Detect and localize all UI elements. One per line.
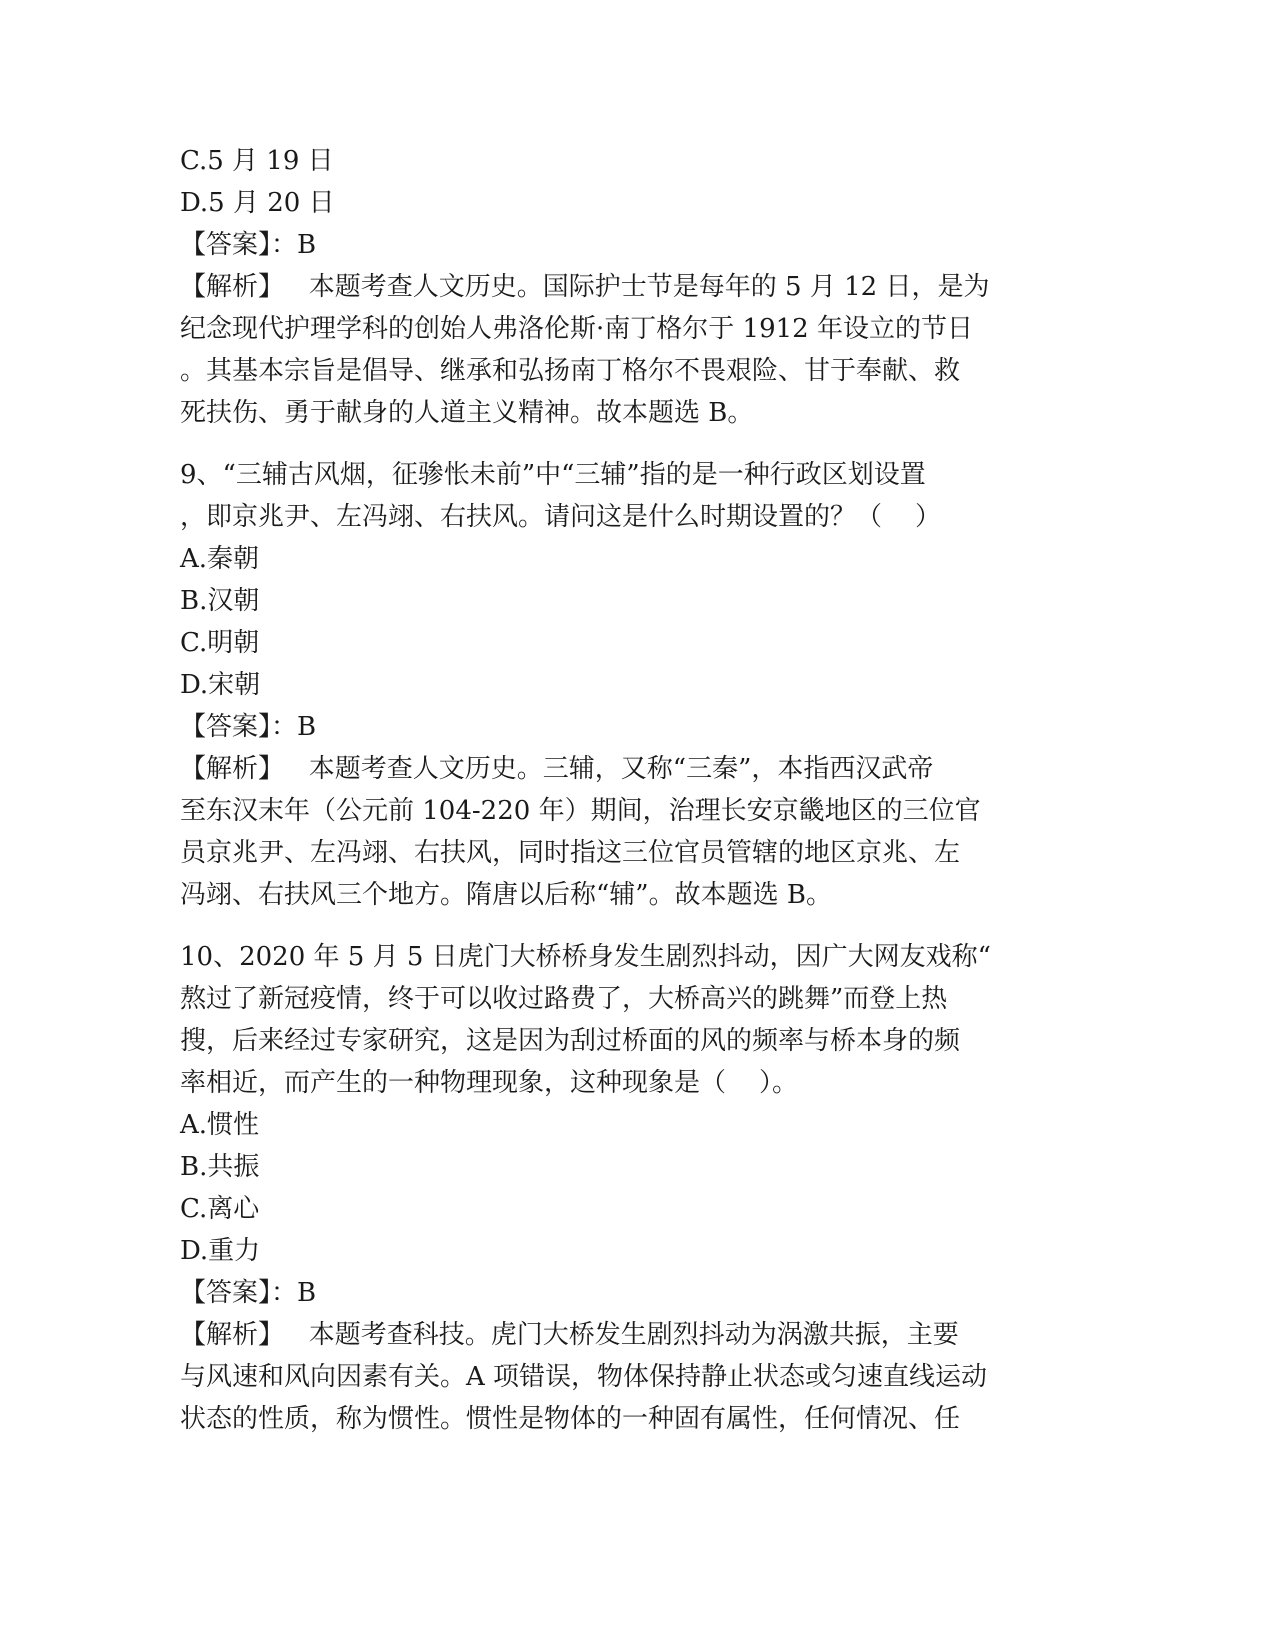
question-stem: 9、“三辅古风烟，征骖怅未前”中“三辅”指的是一种行政区划设置	[180, 460, 926, 490]
analysis-line: 至东汉末年（公元前 104-220 年）期间，治理长安京畿地区的三位官	[180, 796, 981, 826]
option-d: D.5 月 20 日	[180, 188, 335, 218]
analysis-line: 与风速和风向因素有关。A 项错误，物体保持静止状态或匀速直线运动	[180, 1362, 988, 1392]
option-d: D.宋朝	[180, 670, 261, 700]
document-page	[180, 140, 1040, 1440]
question-stem: 率相近，而产生的一种物理现象，这种现象是（ ）。	[180, 1068, 799, 1098]
option-b: B.共振	[180, 1152, 260, 1182]
analysis-line: 员京兆尹、左冯翊、右扶风，同时指这三位官员管辖的地区京兆、左	[180, 838, 961, 868]
option-c: C.明朝	[180, 628, 260, 658]
analysis-line: 冯翊、右扶风三个地方。隋唐以后称“辅”。故本题选 B。	[180, 880, 832, 910]
option-a: A.秦朝	[180, 544, 260, 574]
question-9	[180, 454, 1040, 916]
analysis-line: 。其基本宗旨是倡导、继承和弘扬南丁格尔不畏艰险、甘于奉献、救	[180, 356, 961, 386]
analysis-line: 【解析】 本题考查人文历史。三辅，又称“三秦”，本指西汉武帝	[180, 754, 934, 784]
option-c: C.5 月 19 日	[180, 146, 334, 176]
spacer	[180, 916, 1040, 936]
question-stem: 搜，后来经过专家研究，这是因为刮过桥面的风的频率与桥本身的频	[180, 1026, 961, 1056]
option-a: A.惯性	[180, 1110, 260, 1140]
answer-line: 【答案】：B	[180, 712, 317, 742]
answer-line: 【答案】：B	[180, 230, 317, 260]
option-c: C.离心	[180, 1194, 260, 1224]
question-10	[180, 936, 1040, 1440]
analysis-line: 状态的性质，称为惯性。惯性是物体的一种固有属性，任何情况、任	[180, 1404, 961, 1434]
analysis-line: 死扶伤、勇于献身的人道主义精神。故本题选 B。	[180, 398, 754, 428]
answer-line: 【答案】：B	[180, 1278, 317, 1308]
question-8-tail	[180, 140, 1040, 434]
question-stem: ，即京兆尹、左冯翊、右扶风。请问这是什么时期设置的？（ ）	[180, 502, 942, 532]
analysis-line: 【解析】 本题考查人文历史。国际护士节是每年的 5 月 12 日，是为	[180, 272, 990, 302]
option-d: D.重力	[180, 1236, 261, 1266]
analysis-line: 纪念现代护理学科的创始人弗洛伦斯·南丁格尔于 1912 年设立的节日	[180, 314, 973, 344]
question-stem: 熬过了新冠疫情，终于可以收过路费了，大桥高兴的跳舞”而登上热	[180, 984, 948, 1014]
analysis-line: 【解析】 本题考查科技。虎门大桥发生剧烈抖动为涡激共振，主要	[180, 1320, 959, 1350]
question-stem: 10、2020 年 5 月 5 日虎门大桥桥身发生剧烈抖动，因广大网友戏称“	[180, 942, 991, 972]
option-b: B.汉朝	[180, 586, 260, 616]
spacer	[180, 434, 1040, 454]
